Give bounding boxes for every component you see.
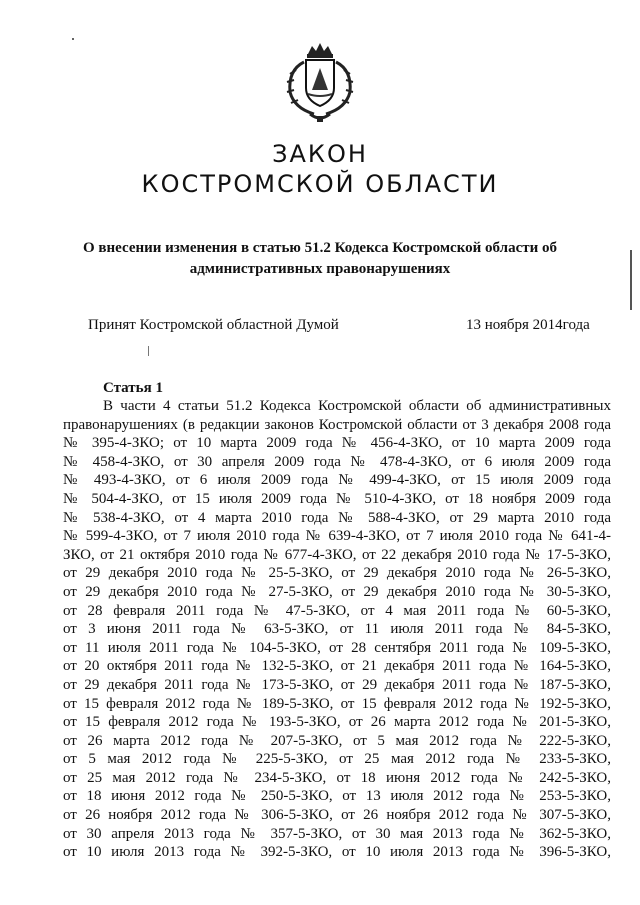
article-line: от 25 мая 2012 года № 234-5-ЗКО, от 18 июня 2012 года № 242-5-ЗКО, — [63, 769, 611, 786]
article-line: правонарушениях (в редакции законов Костромской области от 3 декабря 2008 года — [63, 416, 611, 433]
article-body — [63, 397, 611, 862]
article-line: от 26 ноября 2012 года № 306-5-ЗКО, от 26 ноября 2012 года № 307-5-ЗКО, — [63, 807, 611, 824]
article-line: № 395-4-ЗКО; от 10 марта 2009 года № 456-4-ЗКО, от 10 марта 2009 года — [63, 435, 611, 452]
adopted-date: 13 ноября 2014года — [466, 317, 590, 333]
article-line: от 10 июля 2013 года № 392-5-ЗКО, от 10 июля 2013 года № 396-5-ЗКО, — [63, 844, 611, 861]
scan-speck — [148, 346, 149, 356]
article-line: от 15 февраля 2012 года № 193-5-ЗКО, от 26 марта 2012 года № 201-5-ЗКО, — [63, 714, 611, 731]
article-line: от 29 декабря 2011 года № 173-5-ЗКО, от 29 декабря 2011 года № 187-5-ЗКО, — [63, 676, 611, 693]
scan-edge-mark — [630, 250, 632, 310]
article-line: от 3 июня 2011 года № 63-5-ЗКО, от 11 июля 2011 года № 84-5-ЗКО, — [63, 621, 611, 638]
article-line: В части 4 статьи 51.2 Кодекса Костромской области об административных — [103, 398, 611, 414]
article-line: № 493-4-ЗКО, от 6 июля 2009 года № 499-4-ЗКО, от 15 июля 2009 года — [63, 472, 611, 489]
article-line: № 599-4-ЗКО, от 7 июля 2010 года № 639-4-ЗКО, от 7 июля 2010 года № 641-4- — [63, 528, 611, 545]
article-line: ЗКО, от 21 октября 2010 года № 677-4-ЗКО, от 22 декабря 2010 года № 17-5-ЗКО, — [63, 546, 611, 563]
adopted-by: Принят Костромской областной Думой — [88, 317, 339, 333]
article-line: № 504-4-ЗКО, от 15 июля 2009 года № 510-4-ЗКО, от 18 ноября 2009 года — [63, 490, 611, 507]
page-title-line2: КОСТРОМСКОЙ ОБЛАСТИ — [141, 170, 499, 198]
article-line: от 29 декабря 2010 года № 25-5-ЗКО, от 29 декабря 2010 года № 26-5-ЗКО, — [63, 565, 611, 582]
page-title-line1: ЗАКОН — [272, 140, 368, 168]
article-line: от 15 февраля 2012 года № 189-5-ЗКО, от 15 февраля 2012 года № 192-5-ЗКО, — [63, 695, 611, 712]
article-line: от 18 июня 2012 года № 250-5-ЗКО, от 13 июля 2012 года № 253-5-ЗКО, — [63, 788, 611, 805]
article-line: от 28 февраля 2011 года № 47-5-ЗКО, от 4 мая 2011 года № 60-5-ЗКО, — [63, 602, 611, 619]
article-line: № 538-4-ЗКО, от 4 марта 2010 года № 588-4-ЗКО, от 29 марта 2010 года — [63, 509, 611, 526]
article-line: № 458-4-ЗКО, от 30 апреля 2009 года № 478-4-ЗКО, от 6 июля 2009 года — [63, 453, 611, 470]
subtitle-line-2: административных правонарушениях — [189, 261, 451, 277]
article-line: от 20 октября 2011 года № 132-5-ЗКО, от 21 декабря 2011 года № 164-5-ЗКО, — [63, 658, 611, 675]
scan-speck — [72, 38, 74, 40]
article-line: от 5 мая 2012 года № 225-5-ЗКО, от 25 мая 2012 года № 233-5-ЗКО, — [63, 751, 611, 768]
subtitle-line-1: О внесении изменения в статью 51.2 Кодекса Костромской области об — [82, 240, 558, 256]
coat-of-arms-icon — [270, 40, 370, 126]
article-line: от 26 марта 2012 года № 207-5-ЗКО, от 5 мая 2012 года № 222-5-ЗКО, — [63, 732, 611, 749]
article-line: от 11 июля 2011 года № 104-5-ЗКО, от 28 сентября 2011 года № 109-5-ЗКО, — [63, 639, 611, 656]
document-subtitle — [60, 238, 580, 280]
article-heading: Статья 1 — [103, 380, 163, 396]
article-line: от 29 декабря 2010 года № 27-5-ЗКО, от 29 декабря 2010 года № 30-5-ЗКО, — [63, 583, 611, 600]
article-line: от 30 апреля 2013 года № 357-5-ЗКО, от 30 мая 2013 года № 362-5-ЗКО, — [63, 825, 611, 842]
